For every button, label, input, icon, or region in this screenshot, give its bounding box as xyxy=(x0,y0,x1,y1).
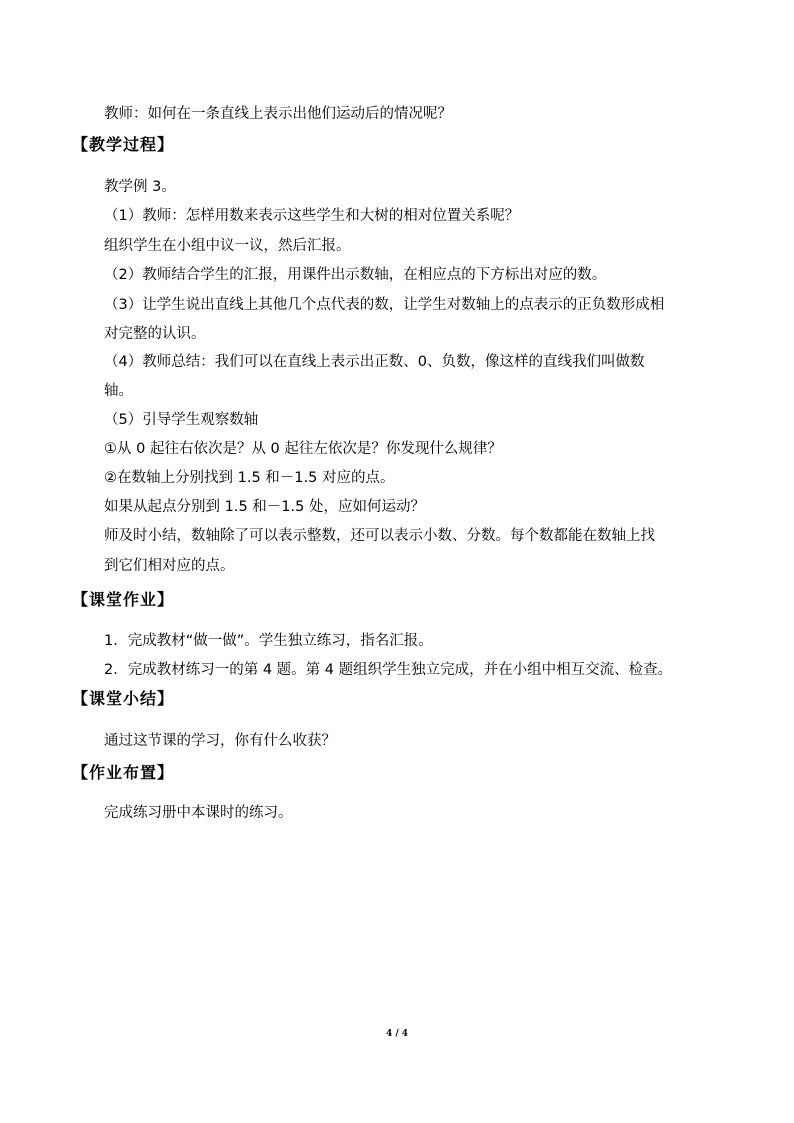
process-line: 组织学生在小组中议一议，然后汇报。 xyxy=(104,238,351,254)
process-line: （1）教师：怎样用数来表示这些学生和大树的相对位置关系呢？ xyxy=(104,208,520,224)
process-line: ②在数轴上分别找到 1.5 和－1.5 对应的点。 xyxy=(104,470,395,486)
heading-classwork: 【课堂作业】 xyxy=(72,590,175,609)
classwork-line: 1．完成教材“做一做”。学生独立练习，指名汇报。 xyxy=(104,633,433,649)
heading-homework: 【作业布置】 xyxy=(72,763,175,782)
process-line: （2）教师结合学生的汇报，用课件出示数轴，在相应点的下方标出对应的数。 xyxy=(104,267,607,283)
heading-summary: 【课堂小结】 xyxy=(72,689,175,708)
homework-line: 完成练习册中本课时的练习。 xyxy=(104,805,293,821)
process-line: （4）教师总结：我们可以在直线上表示出正数、0、负数，像这样的直线我们叫做数 xyxy=(104,354,645,370)
process-line: 教学例 3。 xyxy=(104,179,176,195)
process-line: 对完整的认识。 xyxy=(104,326,206,342)
process-line: 如果从起点分别到 1.5 和－1.5 处，应如何运动？ xyxy=(104,499,425,515)
process-line: （3）让学生说出直线上其他几个点代表的数，让学生对数轴上的点表示的正负数形成相 xyxy=(104,297,665,313)
process-line: 师及时小结，数轴除了可以表示整数，还可以表示小数、分数。每个数都能在数轴上找 xyxy=(104,528,655,544)
summary-line: 通过这节课的学习，你有什么收获？ xyxy=(104,733,336,749)
page-number: 4 / 4 xyxy=(385,1029,409,1039)
process-line: （5）引导学生观察数轴 xyxy=(104,412,259,428)
process-line: ①从 0 起往右依次是？从 0 起往左依次是？你发现什么规律？ xyxy=(104,441,502,457)
classwork-line: 2．完成教材练习一的第 4 题。第 4 题组织学生独立完成，并在小组中相互交流、检查。 xyxy=(104,662,673,678)
process-line: 轴。 xyxy=(104,383,133,399)
heading-teaching-process: 【教学过程】 xyxy=(72,135,175,154)
intro-question: 教师：如何在一条直线上表示出他们运动后的情况呢？ xyxy=(104,106,452,122)
process-line: 到它们相对应的点。 xyxy=(104,558,235,574)
